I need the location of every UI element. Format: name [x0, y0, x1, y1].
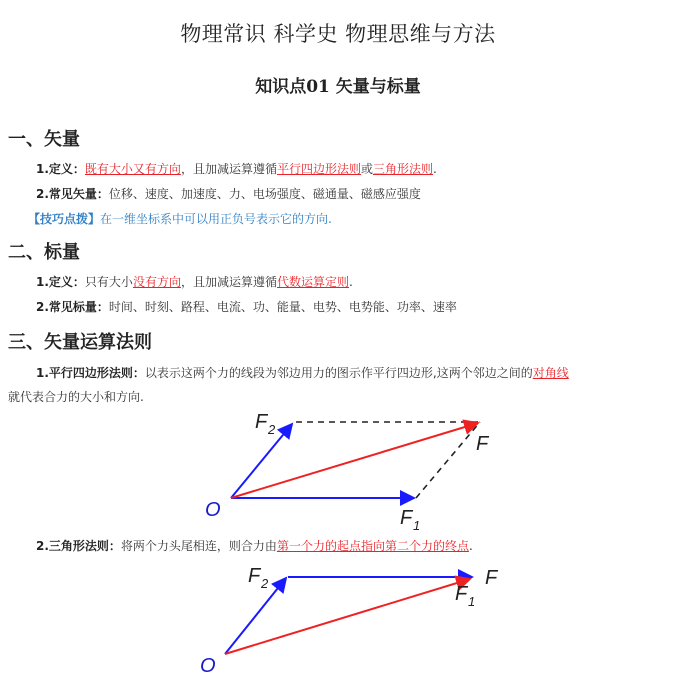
- text: 将两个力头尾相连，则合力由: [120, 539, 277, 553]
- origin-label: O: [200, 655, 216, 677]
- common-vectors: [36, 185, 421, 202]
- f2-vector: [231, 424, 292, 498]
- f1-label: F: [455, 583, 468, 605]
- highlight: 对角线: [532, 366, 569, 380]
- f1-subscript: 1: [413, 518, 421, 530]
- text: 或: [360, 162, 373, 176]
- parallelogram-diagram: [0, 400, 676, 530]
- label: 1.平行四边形法则：: [36, 366, 145, 380]
- vector-definition: [36, 160, 437, 177]
- resultant-label: F: [485, 567, 498, 589]
- document-title: 物理常识 科学史 物理思维与方法: [180, 22, 496, 46]
- highlight: 平行四边形法则: [276, 162, 361, 176]
- triangle-diagram: [0, 558, 676, 682]
- triangle-rule: [36, 537, 473, 554]
- highlight: 三角形法则: [372, 162, 433, 176]
- text: 位移、速度、加速度、力、电场强度、磁通量、磁感应强度: [108, 187, 421, 201]
- section-heading-scalar: 二、标量: [8, 242, 80, 263]
- label: 2.常见矢量：: [36, 187, 109, 201]
- f2-label: F: [248, 565, 261, 587]
- highlight: 没有方向: [132, 275, 181, 289]
- tip-label: 【技巧点拨】: [28, 212, 101, 226]
- parallelogram-rule: [36, 364, 569, 381]
- resultant-label: F: [476, 433, 489, 455]
- section-heading-vector: 一、矢量: [8, 129, 80, 150]
- text: .: [348, 275, 353, 289]
- label: 1.定义：: [36, 275, 85, 289]
- highlight: 代数运算定则: [276, 275, 349, 289]
- dashed-line: [416, 422, 480, 498]
- tip-text: 在一维坐标系中可以用正负号表示它的方向.: [100, 212, 332, 226]
- highlight: 第一个力的起点指向第二个力的终点: [276, 539, 469, 553]
- text: 只有大小: [84, 275, 133, 289]
- document-subtitle: 知识点01 矢量与标量: [255, 77, 421, 97]
- origin-label: O: [205, 499, 221, 521]
- f2-label: F: [255, 411, 268, 433]
- highlight: 既有大小又有方向: [84, 162, 181, 176]
- f2-subscript: 2: [268, 422, 276, 437]
- f2-subscript: 2: [261, 576, 269, 591]
- f2-vector: [225, 578, 286, 654]
- label: 2.常见标量：: [36, 300, 109, 314]
- text: ，且加减运算遵循: [180, 275, 277, 289]
- text: 时间、时刻、路程、电流、功、能量、电势、电势能、功率、速率: [108, 300, 457, 314]
- text: ，且加减运算遵循: [180, 162, 277, 176]
- text: .: [433, 162, 437, 176]
- label: 1.定义：: [36, 162, 85, 176]
- scalar-definition: [36, 273, 353, 290]
- text: 以表示这两个力的线段为邻边用力的图示作平行四边形,这两个邻边之间的: [144, 366, 533, 380]
- text: .: [468, 539, 473, 553]
- parallelogram-rule-continued: 就代表合力的大小和方向.: [8, 390, 144, 404]
- common-scalars: [36, 298, 457, 315]
- label: 2.三角形法则：: [36, 539, 121, 553]
- tip: [28, 210, 332, 227]
- f1-subscript: 1: [468, 594, 476, 609]
- section-heading-rules: 三、矢量运算法则: [8, 332, 152, 353]
- f1-label: F: [400, 507, 413, 529]
